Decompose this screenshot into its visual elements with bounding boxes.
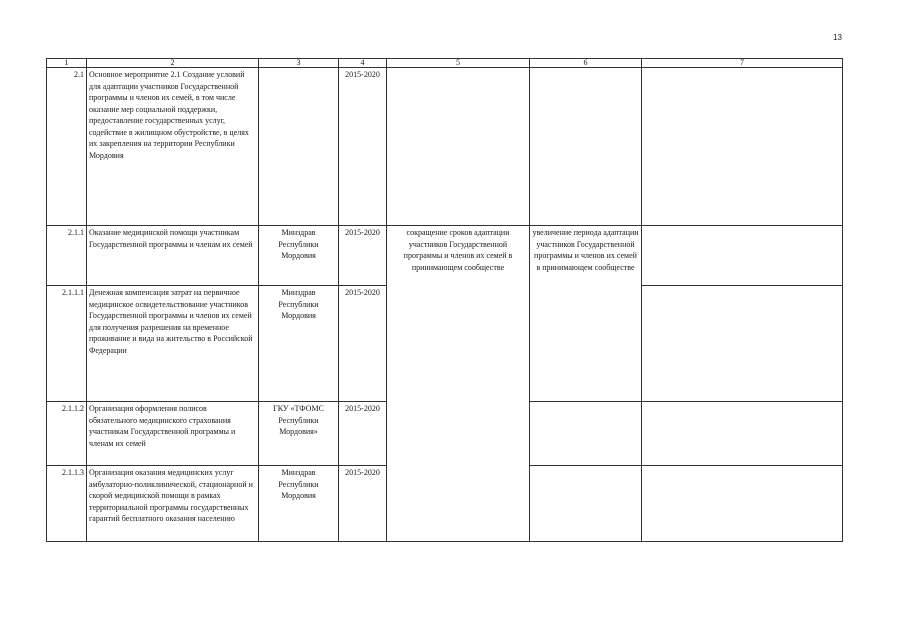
col-header-5: 5	[387, 59, 530, 68]
row-executor	[259, 68, 339, 226]
header-row	[47, 59, 843, 68]
row-period: 2015-2020	[339, 226, 387, 286]
row-link	[642, 226, 843, 286]
row-link	[642, 286, 843, 402]
table-row	[47, 226, 843, 286]
row-executor: Минздрав Республики Мордовия	[259, 286, 339, 402]
row-result: сокращение сроков адаптации участников Государственной программы и членов их семей в принимающем сообществе	[387, 226, 530, 542]
col-header-6: 6	[530, 59, 642, 68]
col-header-1: 1	[47, 59, 87, 68]
row-number: 2.1	[47, 68, 87, 226]
row-name: Основное мероприятие 2.1 Создание условий для адаптации участников Государственной программы и членов их семей, в том числе оказание мер социальной поддержки, предоставление государственных услуг, содействие в жилищном обустройстве, в целях их закрепления на территории Республики Мордовия	[87, 68, 259, 226]
row-number: 2.1.1.1	[47, 286, 87, 402]
row-link	[642, 68, 843, 226]
col-header-7: 7	[642, 59, 843, 68]
col-header-3: 3	[259, 59, 339, 68]
row-period: 2015-2020	[339, 402, 387, 466]
row-name: Организация оказания медицинских услуг амбулаторно-поликлинической, стационарной и скорой медицинской помощи в рамках территориальной программы государственных гарантий бесплатного оказания населению	[87, 466, 259, 542]
row-consequence: увеличение периода адаптации участников Государственной программы и членов их семей в принимающем сообществе	[530, 226, 642, 402]
table-row	[47, 68, 843, 226]
page-number: 13	[833, 33, 842, 42]
row-number: 2.1.1.3	[47, 466, 87, 542]
row-period: 2015-2020	[339, 286, 387, 402]
row-name: Организация оформления полисов обязательного медицинского страхования участникам Государственной программы и членам их семей	[87, 402, 259, 466]
row-link	[642, 466, 843, 542]
row-executor: Минздрав Республики Мордовия	[259, 226, 339, 286]
row-executor: ГКУ «ТФОМС Республики Мордовия»	[259, 402, 339, 466]
col-header-2: 2	[87, 59, 259, 68]
row-consequence	[530, 402, 642, 466]
row-executor: Минздрав Республики Мордовия	[259, 466, 339, 542]
row-link	[642, 402, 843, 466]
row-name: Денежная компенсация затрат на первичное медицинское освидетельствование участников Государственной программы и членов их семей для получения разрешения на временное проживание и вида на жительство в Российской Федерации	[87, 286, 259, 402]
row-number: 2.1.1	[47, 226, 87, 286]
row-name: Оказание медицинской помощи участникам Государственной программы и членам их семей	[87, 226, 259, 286]
row-number: 2.1.1.2	[47, 402, 87, 466]
col-header-4: 4	[339, 59, 387, 68]
row-period: 2015-2020	[339, 68, 387, 226]
row-consequence	[530, 68, 642, 226]
program-table	[46, 58, 843, 542]
row-result	[387, 68, 530, 226]
row-consequence	[530, 466, 642, 542]
row-period: 2015-2020	[339, 466, 387, 542]
